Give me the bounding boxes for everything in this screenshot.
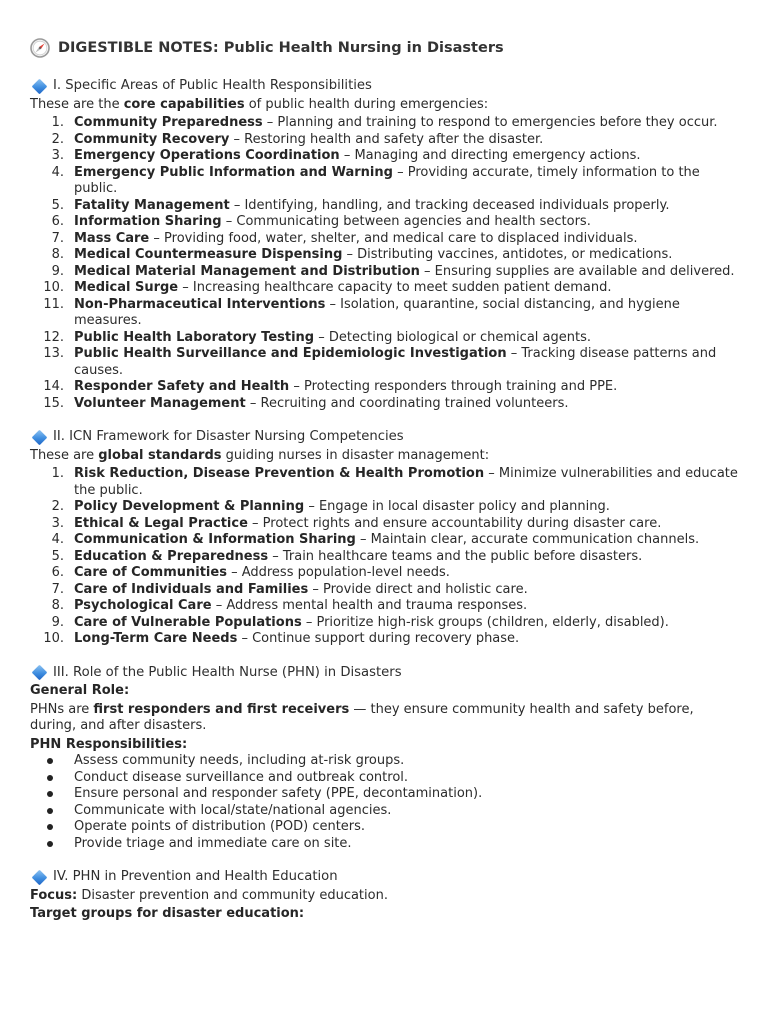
blue-diamond-icon xyxy=(32,78,48,94)
item-number: 3. xyxy=(51,515,64,531)
list-item xyxy=(30,346,738,379)
section-3-heading-text: III. Role of the Public Health Nurse (PHN) in Disasters xyxy=(53,664,402,680)
section-2-heading xyxy=(30,429,738,446)
item-number: 10. xyxy=(43,631,64,646)
section-1-heading-text: I. Specific Areas of Public Health Responsibilities xyxy=(53,78,372,93)
item-description: – Communicating between agencies and health sectors. xyxy=(221,214,591,229)
bullet-text: Operate points of distribution (POD) centers. xyxy=(74,819,366,834)
section-1-heading xyxy=(30,78,738,95)
bullet-text: Conduct disease surveillance and outbreak control. xyxy=(74,769,409,785)
blue-diamond-icon xyxy=(32,429,48,445)
responsibilities-label: PHN Responsibilities: xyxy=(30,736,188,752)
section-2-heading-text: II. ICN Framework for Disaster Nursing Competencies xyxy=(53,429,404,444)
item-number: 5. xyxy=(51,548,64,564)
item-description: – Distributing vaccines, antidotes, or medications. xyxy=(342,247,673,262)
item-description: – Continue support during recovery phase. xyxy=(237,631,520,646)
item-term: Ethical & Legal Practice xyxy=(74,515,248,531)
item-term: Volunteer Management xyxy=(74,395,246,411)
section-3-heading xyxy=(30,665,738,682)
section-4-heading-text: IV. PHN in Prevention and Health Education xyxy=(53,869,338,884)
bullet-text: Provide triage and immediate care on site. xyxy=(74,835,352,851)
item-description: – Maintain clear, accurate communication channels. xyxy=(355,532,700,547)
list-item xyxy=(30,615,738,632)
role-text: — they ensure community health and safety before, during, and after disasters. xyxy=(30,701,694,733)
list-item xyxy=(30,231,738,248)
intro-text: These are the xyxy=(30,96,124,112)
item-description: – Engage in local disaster policy and planning. xyxy=(304,499,610,514)
section-4-heading xyxy=(30,869,738,886)
intro-text: These are xyxy=(30,447,99,463)
list-item xyxy=(30,198,738,215)
item-number: 2. xyxy=(51,131,64,147)
list-item xyxy=(30,165,738,198)
page-title-text: DIGESTIBLE NOTES: Public Health Nursing in Disasters xyxy=(58,39,504,56)
focus-line xyxy=(30,888,738,905)
list-item xyxy=(30,264,738,281)
section-2-intro xyxy=(30,448,738,465)
target-groups-label: Target groups for disaster education: xyxy=(30,906,305,921)
item-description: – Ensuring supplies are available and delivered. xyxy=(419,263,735,279)
page-title xyxy=(30,38,738,58)
bullet-item xyxy=(30,819,738,836)
item-number: 1. xyxy=(51,466,64,481)
list-item xyxy=(30,565,738,582)
bullet-item xyxy=(30,753,738,770)
item-number: 15. xyxy=(43,395,64,411)
item-term: Education & Preparedness xyxy=(74,548,269,564)
list-item xyxy=(30,582,738,599)
item-term: Medical Surge xyxy=(74,280,179,295)
item-description: – Detecting biological or chemical agents. xyxy=(314,329,591,345)
list-item xyxy=(30,214,738,231)
list-item xyxy=(30,516,738,533)
list-item xyxy=(30,115,738,132)
item-number: 12. xyxy=(43,329,64,345)
item-term: Non-Pharmaceutical Interventions xyxy=(74,296,326,312)
item-number: 4. xyxy=(51,164,64,180)
item-term: Fatality Management xyxy=(74,197,230,213)
item-term: Care of Vulnerable Populations xyxy=(74,614,302,630)
item-term: Care of Individuals and Families xyxy=(74,581,309,597)
item-term: Public Health Surveillance and Epidemiologic Investigation xyxy=(74,346,507,361)
list-item xyxy=(30,330,738,347)
bullet-item xyxy=(30,770,738,787)
general-role-text xyxy=(30,702,738,735)
item-number: 8. xyxy=(51,598,64,613)
list-item xyxy=(30,247,738,264)
item-term: Medical Countermeasure Dispensing xyxy=(74,247,343,262)
bullet-item xyxy=(30,786,738,803)
item-description: – Protecting responders through training and PPE. xyxy=(289,379,618,394)
compass-icon xyxy=(30,38,50,58)
item-term: Long-Term Care Needs xyxy=(74,631,238,646)
item-number: 7. xyxy=(51,581,64,597)
item-description: – Providing accurate, timely information to the public. xyxy=(74,164,700,196)
list-item xyxy=(30,631,738,648)
item-description: – Restoring health and safety after the disaster. xyxy=(229,131,544,147)
item-description: – Increasing healthcare capacity to meet sudden patient demand. xyxy=(178,280,612,295)
bullet-dot-icon xyxy=(47,758,53,764)
item-term: Policy Development & Planning xyxy=(74,499,305,514)
item-description: – Tracking disease patterns and causes. xyxy=(74,346,717,378)
intro-text: of public health during emergencies: xyxy=(244,96,489,112)
item-term: Risk Reduction, Disease Prevention & Health Promotion xyxy=(74,466,485,481)
item-number: 3. xyxy=(51,148,64,163)
item-description: – Recruiting and coordinating trained volunteers. xyxy=(245,395,569,411)
list-item xyxy=(30,379,738,396)
role-bold: first responders and first receivers xyxy=(93,701,350,717)
item-number: 9. xyxy=(51,614,64,630)
item-description: – Managing and directing emergency actions. xyxy=(339,148,641,163)
focus-label: Focus: xyxy=(30,887,78,903)
item-number: 5. xyxy=(51,197,64,213)
section-2-list xyxy=(30,466,738,648)
item-term: Community Recovery xyxy=(74,131,230,147)
item-description: – Providing food, water, shelter, and medical care to displaced individuals. xyxy=(149,230,638,246)
section-1-intro xyxy=(30,97,738,114)
bullet-text: Ensure personal and responder safety (PPE, decontamination). xyxy=(74,786,483,801)
item-description: – Prioritize high-risk groups (children, elderly, disabled). xyxy=(301,614,669,630)
blue-diamond-icon xyxy=(32,869,48,885)
blue-diamond-icon xyxy=(32,665,48,681)
item-description: – Minimize vulnerabilities and educate the public. xyxy=(74,466,738,498)
list-item xyxy=(30,549,738,566)
bullet-dot-icon xyxy=(47,824,53,830)
item-number: 11. xyxy=(43,296,64,312)
item-description: – Address population-level needs. xyxy=(226,565,450,580)
intro-bold: global standards xyxy=(98,447,222,463)
item-description: – Isolation, quarantine, social distancing, and hygiene measures. xyxy=(74,296,680,328)
general-role-label: General Role: xyxy=(30,683,130,698)
item-number: 13. xyxy=(43,346,64,361)
bullet-dot-icon xyxy=(47,775,53,781)
item-term: Mass Care xyxy=(74,230,150,246)
bullet-text: Assess community needs, including at-risk groups. xyxy=(74,753,405,768)
item-description: – Identifying, handling, and tracking deceased individuals properly. xyxy=(229,197,670,213)
item-number: 4. xyxy=(51,532,64,547)
item-term: Communication & Information Sharing xyxy=(74,532,356,547)
responsibilities-list xyxy=(30,753,738,852)
item-number: 1. xyxy=(51,115,64,130)
bullet-text: Communicate with local/state/national agencies. xyxy=(74,802,392,818)
item-number: 14. xyxy=(43,379,64,394)
item-number: 2. xyxy=(51,499,64,514)
item-term: Emergency Public Information and Warning xyxy=(74,164,393,180)
bullet-dot-icon xyxy=(47,791,53,797)
section-1-list xyxy=(30,115,738,412)
item-description: – Train healthcare teams and the public before disasters. xyxy=(268,548,643,564)
item-term: Psychological Care xyxy=(74,598,212,613)
list-item xyxy=(30,499,738,516)
item-term: Public Health Laboratory Testing xyxy=(74,329,315,345)
list-item xyxy=(30,532,738,549)
bullet-item xyxy=(30,803,738,820)
list-item xyxy=(30,297,738,330)
item-term: Emergency Operations Coordination xyxy=(74,148,340,163)
bullet-item xyxy=(30,836,738,853)
intro-text: guiding nurses in disaster management: xyxy=(221,447,490,463)
item-description: – Address mental health and trauma responses. xyxy=(211,598,528,613)
item-description: – Provide direct and holistic care. xyxy=(308,581,528,597)
item-number: 7. xyxy=(51,230,64,246)
item-term: Information Sharing xyxy=(74,214,222,229)
item-number: 6. xyxy=(51,565,64,580)
item-term: Medical Material Management and Distribution xyxy=(74,263,420,279)
focus-text: Disaster prevention and community education. xyxy=(77,887,388,903)
item-term: Community Preparedness xyxy=(74,115,263,130)
item-number: 9. xyxy=(51,263,64,279)
item-term: Responder Safety and Health xyxy=(74,379,290,394)
item-number: 6. xyxy=(51,214,64,229)
bullet-dot-icon xyxy=(47,808,53,814)
list-item xyxy=(30,466,738,499)
item-description: – Planning and training to respond to emergencies before they occur. xyxy=(262,115,718,130)
item-description: – Protect rights and ensure accountability during disaster care. xyxy=(247,515,662,531)
intro-bold: core capabilities xyxy=(123,96,245,112)
list-item xyxy=(30,280,738,297)
item-number: 8. xyxy=(51,247,64,262)
list-item xyxy=(30,396,738,413)
role-text: PHNs are xyxy=(30,701,94,717)
bullet-dot-icon xyxy=(47,841,53,847)
item-term: Care of Communities xyxy=(74,565,227,580)
list-item xyxy=(30,148,738,165)
list-item xyxy=(30,598,738,615)
list-item xyxy=(30,132,738,149)
item-number: 10. xyxy=(43,280,64,295)
